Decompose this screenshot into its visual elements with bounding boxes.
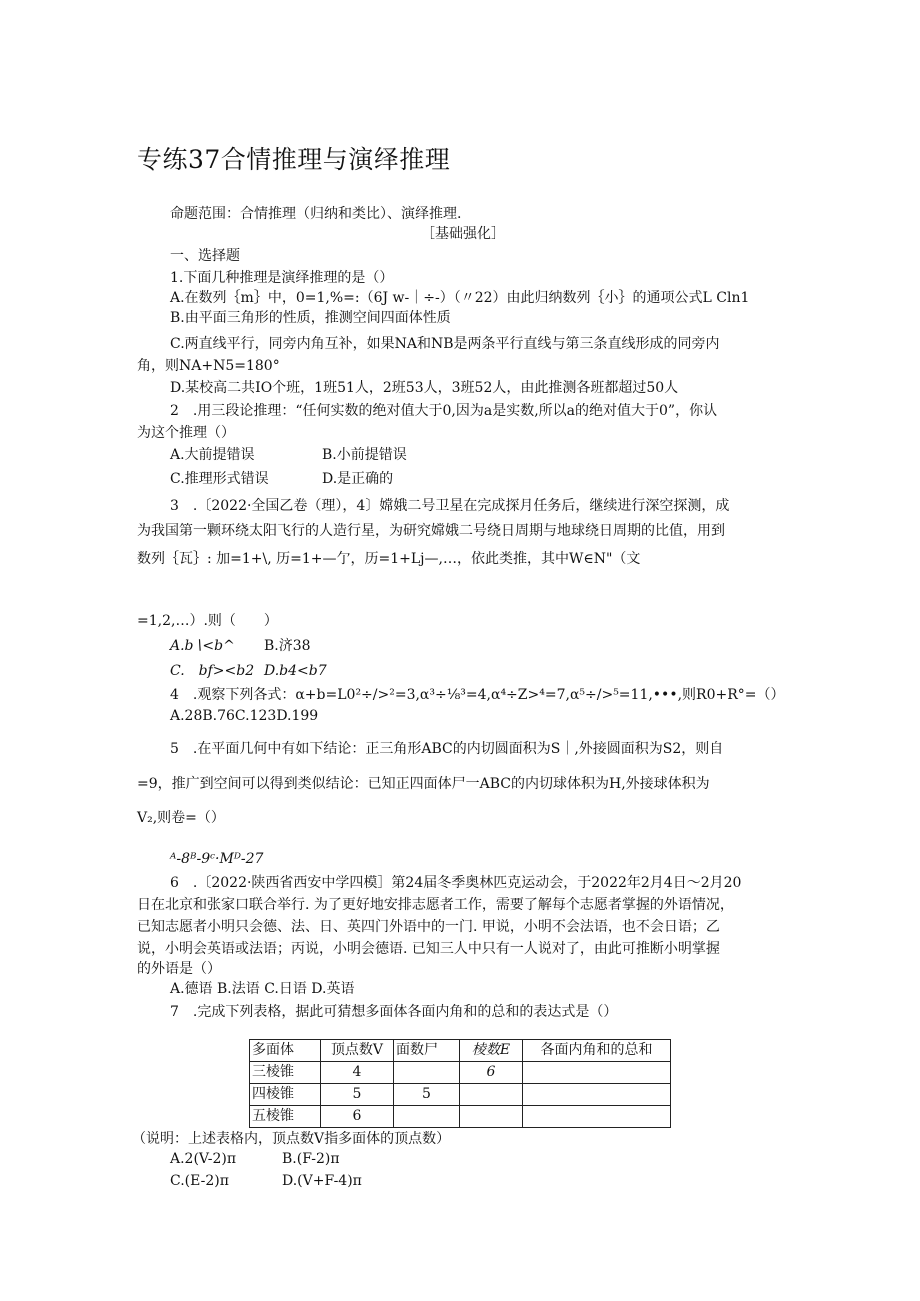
q5-options: ᴬ-8ᴮ-9ᶜ·Mᴰ-27 (170, 851, 264, 867)
table-cell (523, 1062, 671, 1084)
q4-stem: 4 .观察下列各式：α+b=L0²÷/>²=3,α³÷⅛³=4,α⁴÷Z>⁴=7,α⁵÷/>⁵=11,•••,则R0+R°=（） (170, 687, 785, 703)
table-cell (394, 1062, 460, 1084)
q1-option-c-cont: 角，则NA+N5=180° (137, 358, 280, 374)
table-cell: 四棱锥 (250, 1084, 321, 1106)
table-cell (523, 1084, 671, 1106)
q2-stem: 2 .用三段论推理：“任何实数的绝对值大于0,因为a是实数,所以a的绝对值大于0”，你认 (170, 403, 718, 419)
q6-stem-line2: 日在北京和张家口联合举行. 为了更好地安排志愿者工作，需要了解每个志愿者掌握的外语情况， (137, 897, 734, 913)
table-cell: 6 (460, 1062, 523, 1084)
section-tag: ［基础强化］ (421, 226, 505, 242)
q7-option-c: C.(E-2)π (170, 1173, 229, 1189)
q6-stem-line4: 说，小明会英语或法语；丙说，小明会德语. 已知三人中只有一人说对了，由此可推断小明掌握 (137, 941, 720, 957)
table-header: 各面内角和的总和 (523, 1040, 671, 1062)
table-row (250, 1062, 671, 1084)
q5-stem: 5 .在平面几何中有如下结论：正三角形ABC的内切圆面积为S｜,外接圆面积为S2，则自 (170, 741, 724, 757)
q2-stem-cont: 为这个推理（） (137, 425, 235, 441)
q7-stem: 7 .完成下列表格，据此可猜想多面体各面内角和的总和的表达式是（） (170, 1004, 618, 1020)
q1-option-d: D.某校高二共IO个班，1班51人，2班53人，3班52人，由此推测各班都超过50人 (170, 380, 679, 396)
table-row (250, 1084, 671, 1106)
q4-options: A.28B.76C.123D.199 (170, 708, 319, 724)
q6-options: A.德语 B.法语 C.日语 D.英语 (170, 981, 355, 997)
q6-stem-line5: 的外语是（） (137, 961, 221, 977)
q3-stem-line4: =1,2,…）.则（ ） (137, 613, 278, 629)
q2-option-a: A.大前提错误 (170, 447, 255, 463)
q3-stem: 3 .〔2022·全国乙卷（理），4〕嫦娥二号卫星在完成探月任务后，继续进行深空探测，成 (170, 498, 730, 514)
q3-option-b: B.济38 (264, 638, 311, 654)
q3-stem-line2: 为我国第一颗环绕太阳飞行的人造行星，为研究嫦娥二号绕日周期与地球绕日周期的比值，用到 (137, 523, 725, 539)
q1-option-b: B.由平面三角形的性质，推测空间四面体性质 (170, 310, 451, 326)
q2-option-c: C.推理形式错误 (170, 471, 269, 487)
q6-stem-line3: 已知志愿者小明只会德、法、日、英四门外语中的一门. 甲说，小明不会法语，也不会日语；乙 (137, 919, 720, 935)
page-title: 专练37合情推理与演绎推理 (137, 145, 451, 174)
q2-option-d: D.是正确的 (322, 471, 394, 487)
q1-option-c: C.两直线平行，同旁内角互补，如果NA和NB是两条平行直线与第三条直线形成的同旁内 (170, 336, 720, 352)
table-cell (394, 1106, 460, 1128)
table-header-row (250, 1040, 671, 1062)
q7-option-a: A.2(V-2)π (170, 1151, 237, 1167)
table-cell: 5 (321, 1084, 394, 1106)
table-header: 面数尸 (394, 1040, 460, 1062)
q3-stem-line3: 数列｛瓦｝: 加=1+\, 历=1+—亇，历=1+Lj—,…，依此类推，其中W∈N"（文 (137, 551, 641, 567)
table-cell (523, 1106, 671, 1128)
table-cell: 五棱锥 (250, 1106, 321, 1128)
table-header: 顶点数V (321, 1040, 394, 1062)
table-header: 棱数E (460, 1040, 523, 1062)
table-cell (460, 1106, 523, 1128)
q7-note: （说明：上述表格内，顶点数V指多面体的顶点数） (132, 1131, 451, 1147)
table-cell: 6 (321, 1106, 394, 1128)
scope-line: 命题范围：合情推理（归纳和类比）、演绎推理. (170, 206, 462, 222)
q7-option-b: B.(F-2)π (282, 1151, 340, 1167)
table-cell: 4 (321, 1062, 394, 1084)
q1-option-a: A.在数列｛m｝中，0=1,%=:（6J w-｜÷-）（〃22）由此归纳数列｛小｝的通项公式L Cln1 (170, 290, 750, 306)
table-cell: 5 (394, 1084, 460, 1106)
q1-stem: 1.下面几种推理是演绎推理的是（） (170, 270, 394, 286)
table-cell: 三棱锥 (250, 1062, 321, 1084)
q3-option-c: C. bf><b2 (170, 663, 255, 679)
q7-option-d: D.(V+F-4)π (282, 1173, 362, 1189)
q3-option-d: D.b4<b7 (264, 663, 327, 679)
q2-option-b: B.小前提错误 (322, 447, 407, 463)
polyhedron-table (249, 1039, 671, 1128)
q6-stem: 6 .〔2022·陕西省西安中学四模］第24届冬季奥林匹克运动会，于2022年2月4日～2月20 (170, 875, 742, 891)
table-cell (460, 1084, 523, 1106)
section-heading: 一、选择题 (170, 248, 240, 264)
q5-stem-line3: V₂,则卷=（） (137, 810, 225, 826)
table-header: 多面体 (250, 1040, 321, 1062)
table-row (250, 1106, 671, 1128)
q5-stem-line2: =9，推广到空间可以得到类似结论：已知正四面体尸一ABC的内切球体积为H,外接球体积为 (137, 776, 710, 792)
q3-option-a: A.b∖<b^ (170, 638, 235, 654)
